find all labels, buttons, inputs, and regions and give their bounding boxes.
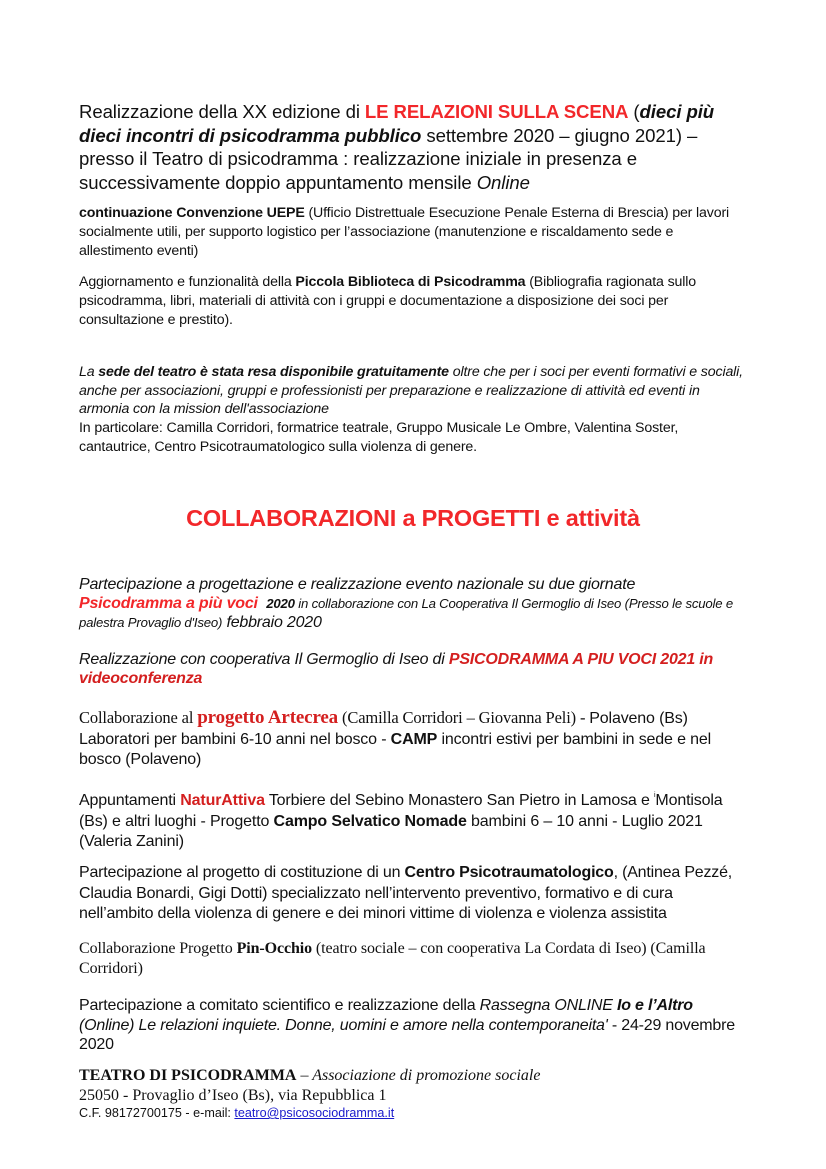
text: Collaborazione al — [79, 708, 198, 727]
uepe-paragraph — [79, 204, 749, 261]
camp-label: CAMP — [390, 730, 438, 748]
event-name: PSICODRAMMA A PIU VOCI 2021 in videoconferenza — [79, 651, 714, 687]
biblioteca-paragraph — [79, 273, 749, 330]
text: Partecipazione al progetto di costituzione di un — [79, 864, 405, 881]
sede-paragraph — [79, 363, 749, 419]
text: , (Antinea Pezzé, Claudia Bonardi, Gigi Dotti) specializzato nell’intervento preventivo, formativo e di cura nell’ambito della violenza di genere e dei minori vittime di violenza e violenza assistita — [79, 864, 733, 922]
email-link[interactable]: teatro@psicosociodramma.it — [234, 1106, 395, 1120]
text: Realizzazione con cooperativa Il Germoglio di Iseo di — [79, 651, 449, 668]
text: febbraio 2020 — [222, 614, 322, 631]
text: oltre che per i soci per eventi formativi e sociali, anche per associazioni, gruppi e professionisti per preparazione e realizzazione di attività ed eventi in armonia con la mission dell'associazione — [79, 364, 743, 418]
text: La — [79, 364, 99, 380]
section-heading: COLLABORAZIONI a PROGETTI e attività — [186, 505, 640, 531]
text: bambini 6 – 10 anni - Luglio 2021 (Valeria Zanini) — [79, 812, 703, 850]
footnote-mark: i — [654, 792, 656, 799]
project-name: progetto Artecrea — [197, 707, 339, 728]
text: Montisola (Bs) e altri luoghi - Progetto — [79, 792, 723, 830]
event-title: Io e l’Altro — [616, 997, 693, 1014]
item-rassegna — [79, 996, 749, 1055]
project-title: Centro Psicotraumatologico — [404, 864, 614, 881]
uepe-title: continuazione Convenzione UEPE — [79, 205, 305, 221]
text: (Online) Le relazioni inquiete. Donne, uomini e amore nella contemporaneita' — [79, 1016, 608, 1034]
project-title: Pin-Occhio — [236, 940, 313, 957]
item-psicodramma-2021 — [79, 650, 749, 688]
footer — [79, 1066, 599, 1121]
text: Torbiere del Sebino Monastero San Pietro in Lamosa e — [264, 792, 655, 809]
event-name: Psicodramma a più voci — [79, 595, 258, 612]
particolare-paragraph: In particolare: Camilla Corridori, formatrice teatrale, Gruppo Musicale Le Ombre, Valentina Soster, cantautrice, Centro Psicotraumatologico sulla violenza di genere. — [79, 420, 679, 455]
text: - 24-29 novembre 2020 — [79, 1016, 735, 1053]
item-psicodramma-2020 — [79, 575, 749, 632]
item-centro-psicotraumatologico — [79, 863, 749, 925]
text: incontri estivi per bambini in sede e nel bosco (Polaveno) — [79, 730, 712, 768]
sede-highlight: sede del teatro è stata resa disponibile gratuitamente — [98, 364, 449, 380]
project-title: Campo Selvatico Nomade — [273, 812, 467, 830]
item-naturattiva — [79, 786, 749, 853]
text: Polaveno (Bs) Laboratori per bambini 6-10 anni nel bosco - — [79, 710, 688, 748]
text: (Ufficio Distrettuale Esecuzione Penale Esterna di Brescia) per lavori socialmente utili, per supporto logistico per l’associazione (manutenzione e riscaldamento sede e allestimento eventi) — [79, 205, 730, 259]
text: ( — [628, 101, 640, 122]
biblioteca-title: Piccola Biblioteca di Psicodramma — [295, 274, 526, 290]
item-pin-occhio — [79, 939, 749, 979]
text: Collaborazione Progetto — [79, 940, 237, 957]
text: (Bibliografia ragionata sullo psicodramma, libri, materiali di attività con i gruppi e documentazione a disposizione dei soci per consultazione e prestito). — [79, 274, 697, 328]
lead-paragraph — [79, 100, 749, 194]
text: Partecipazione a progettazione e realizzazione evento nazionale su due giornate — [79, 576, 636, 593]
item-artecrea — [79, 708, 749, 771]
text: (Camilla Corridori – Giovanna Peli) - — [338, 708, 590, 727]
tax-code: C.F. 98172700175 - e-mail: — [79, 1106, 235, 1120]
footer-contact-line — [79, 1105, 599, 1121]
text: settembre 2020 – giugno 2021) – presso il Teatro di psicodramma : realizzazione iniziale in presenza e successivamente doppio appuntamento mensile — [79, 124, 698, 193]
project-name: NaturAttiva — [180, 792, 265, 809]
text: in collaborazione con La Cooperativa Il Germoglio di Iseo (Presso le scuole e palestra Provaglio d'Iseo) — [79, 596, 733, 630]
org-name: TEATRO DI PSICODRAMMA — [79, 1067, 297, 1084]
text: Rassegna ONLINE — [479, 997, 617, 1014]
text: Online — [476, 171, 530, 193]
text: Realizzazione della XX edizione di — [79, 101, 365, 122]
org-tagline: – Associazione di promozione sociale — [296, 1067, 541, 1084]
text: Appuntamenti — [79, 792, 181, 809]
footer-address: 25050 - Provaglio d’Iseo (Bs), via Repubblica 1 — [79, 1087, 387, 1104]
text: (teatro sociale – con cooperativa La Cordata di Iseo) (Camilla Corridori) — [79, 940, 706, 977]
event-title: LE RELAZIONI SULLA SCENA — [364, 101, 629, 122]
text: Partecipazione a comitato scientifico e realizzazione della — [79, 997, 480, 1014]
event-subtitle: dieci più dieci incontri di psicodramma pubblico — [79, 101, 715, 146]
event-year: 2020 — [266, 596, 295, 611]
footer-org-line — [79, 1066, 599, 1086]
text: Aggiornamento e funzionalità della — [79, 274, 296, 290]
